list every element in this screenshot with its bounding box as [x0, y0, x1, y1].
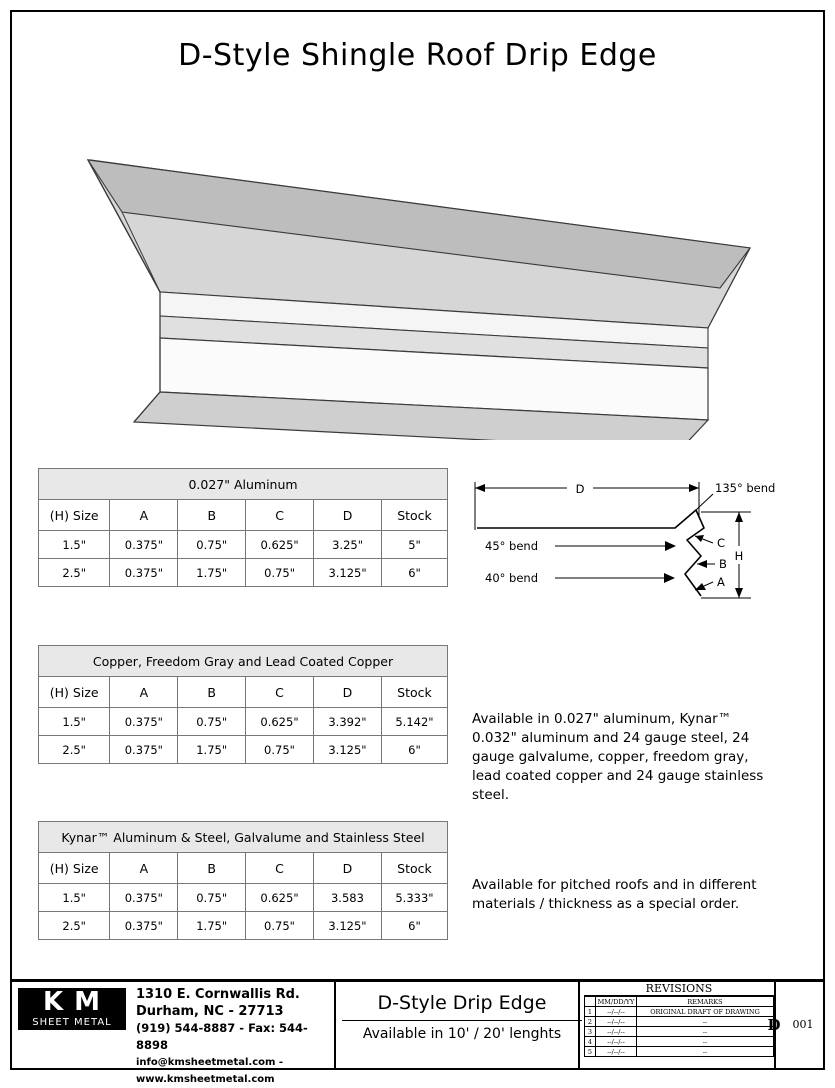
cell: 1.75" — [178, 736, 246, 764]
table-row — [39, 531, 448, 559]
cell: 3.25" — [314, 531, 382, 559]
cell: 1.75" — [178, 559, 246, 587]
revisions-block — [584, 982, 774, 1068]
cell: 2.5" — [39, 736, 110, 764]
address-line-1: 1310 E. Cornwallis Rd. — [136, 987, 300, 1002]
company-logo — [18, 988, 128, 1030]
cell: 1.5" — [39, 531, 110, 559]
cell: 1.75" — [178, 912, 246, 940]
email-website: info@kmsheetmetal.com - www.kmsheetmetal.com — [136, 1057, 284, 1085]
divider — [334, 982, 336, 1068]
drawing-subtitle: Available in 10' / 20' lenghts — [342, 1020, 582, 1042]
rev-index: 3 — [585, 1027, 596, 1037]
note-availability: Available in 0.027" aluminum, Kynar™ 0.032" aluminum and 24 gauge steel, 24 gauge galvalume, copper, freedom gray, lead coated copper and 24 gauge stainless steel. — [472, 711, 764, 803]
column-header: D — [313, 677, 381, 708]
cell: 0.375" — [110, 884, 178, 912]
revisions-title: REVISIONS — [584, 982, 774, 996]
cell: 0.375" — [110, 912, 178, 940]
rev-date: --/--/-- — [596, 1017, 637, 1027]
cell: 5" — [382, 531, 448, 559]
cell: 1.5" — [39, 708, 110, 736]
column-header: C — [246, 500, 314, 531]
company-address — [136, 986, 336, 1088]
table-band-title: Kynar™ Aluminum & Steel, Galvalume and Stainless Steel — [39, 822, 448, 853]
rev-remark: -- — [637, 1037, 774, 1047]
column-header: (H) Size — [39, 677, 110, 708]
cell: 3.125" — [313, 912, 381, 940]
cell: 3.583 — [313, 884, 381, 912]
table-row — [39, 884, 448, 912]
rev-date: --/--/-- — [596, 1047, 637, 1057]
cell: 0.375" — [110, 531, 178, 559]
rev-row — [585, 1047, 774, 1057]
rev-col-remarks: REMARKS — [637, 997, 774, 1007]
column-header: Stock — [382, 500, 448, 531]
label-c: C — [717, 536, 726, 550]
revisions-table — [584, 996, 774, 1057]
rev-index: 2 — [585, 1017, 596, 1027]
spec-table-copper — [38, 645, 448, 764]
rev-remark: -- — [637, 1047, 774, 1057]
column-header: C — [246, 677, 314, 708]
rev-remark: -- — [637, 1017, 774, 1027]
cell: 6" — [381, 912, 447, 940]
table-band-title: 0.027" Aluminum — [39, 469, 448, 500]
cell: 3.392" — [313, 708, 381, 736]
column-header: B — [178, 500, 246, 531]
cell: 0.75" — [178, 708, 246, 736]
spec-table-kynar — [38, 821, 448, 940]
label-b: B — [719, 557, 727, 571]
table-band-title: Copper, Freedom Gray and Lead Coated Copper — [39, 646, 448, 677]
cell: 6" — [382, 559, 448, 587]
column-header: D — [313, 853, 381, 884]
rev-row — [585, 1037, 774, 1047]
sheet-id-block — [761, 982, 819, 1068]
page-title: D-Style Shingle Roof Drip Edge — [178, 38, 657, 73]
column-header: A — [110, 677, 178, 708]
column-header: A — [110, 853, 178, 884]
rev-date: --/--/-- — [596, 1027, 637, 1037]
cell: 0.375" — [110, 708, 178, 736]
column-header: (H) Size — [39, 853, 110, 884]
column-header: Stock — [381, 677, 447, 708]
rev-row — [585, 1017, 774, 1027]
label-a: A — [717, 575, 725, 589]
cell: 2.5" — [39, 559, 110, 587]
column-header: B — [178, 677, 246, 708]
cell: 0.75" — [178, 884, 246, 912]
cell: 0.75" — [246, 912, 314, 940]
cell: 0.625" — [246, 708, 314, 736]
table-row — [39, 708, 448, 736]
rev-remark: -- — [637, 1027, 774, 1037]
cell: 2.5" — [39, 912, 110, 940]
profile-bend-diagram — [463, 470, 793, 650]
table-row — [39, 736, 448, 764]
rev-date: --/--/-- — [596, 1007, 637, 1017]
cell: 0.75" — [246, 559, 314, 587]
address-line-2: Durham, NC - 27713 — [136, 1004, 284, 1019]
rev-row — [585, 1007, 774, 1017]
cell: 6" — [381, 736, 447, 764]
rev-remark: ORIGINAL DRAFT OF DRAWING — [637, 1007, 774, 1017]
table-row — [39, 912, 448, 940]
cell: 0.75" — [178, 531, 246, 559]
phone: (919) 544-8887 - Fax: 544-8898 — [136, 1021, 308, 1052]
rev-index: 1 — [585, 1007, 596, 1017]
column-header: (H) Size — [39, 500, 110, 531]
column-header: A — [110, 500, 178, 531]
label-45-bend: 45° bend — [485, 539, 539, 553]
drawing-name-block — [342, 992, 582, 1042]
note-special-order: Available for pitched roofs and in different materials / thickness as a special order. — [472, 877, 757, 912]
label-135-bend: 135° bend — [715, 481, 776, 495]
dim-label-d: D — [575, 482, 585, 496]
drawing-title: D-Style Drip Edge — [377, 992, 547, 1014]
cell: 1.5" — [39, 884, 110, 912]
spec-table-aluminum — [38, 468, 448, 587]
cell: 3.125" — [313, 736, 381, 764]
rev-index: 4 — [585, 1037, 596, 1047]
table-row — [39, 559, 448, 587]
logo-subtitle: SHEET METAL — [32, 1017, 112, 1028]
rev-index: 5 — [585, 1047, 596, 1057]
column-header: D — [314, 500, 382, 531]
cell: 5.142" — [381, 708, 447, 736]
cell: 0.75" — [246, 736, 314, 764]
cell: 3.125" — [314, 559, 382, 587]
sheet-number: 001 — [792, 1018, 814, 1031]
rev-date: --/--/-- — [596, 1037, 637, 1047]
column-header: C — [246, 853, 314, 884]
column-header: B — [178, 853, 246, 884]
label-40-bend: 40° bend — [485, 571, 539, 585]
dim-label-h: H — [734, 549, 744, 563]
product-isometric-drawing — [60, 120, 780, 440]
cell: 0.625" — [246, 884, 314, 912]
cell: 0.375" — [110, 736, 178, 764]
cell: 0.625" — [246, 531, 314, 559]
rev-col-date: MM/DD/YY — [596, 997, 637, 1007]
sheet-letter: D — [767, 1016, 781, 1034]
rev-row — [585, 1027, 774, 1037]
cell: 0.375" — [110, 559, 178, 587]
logo-mark: K M — [42, 987, 102, 1017]
cell: 5.333" — [381, 884, 447, 912]
column-header: Stock — [381, 853, 447, 884]
title-block — [12, 979, 823, 1085]
